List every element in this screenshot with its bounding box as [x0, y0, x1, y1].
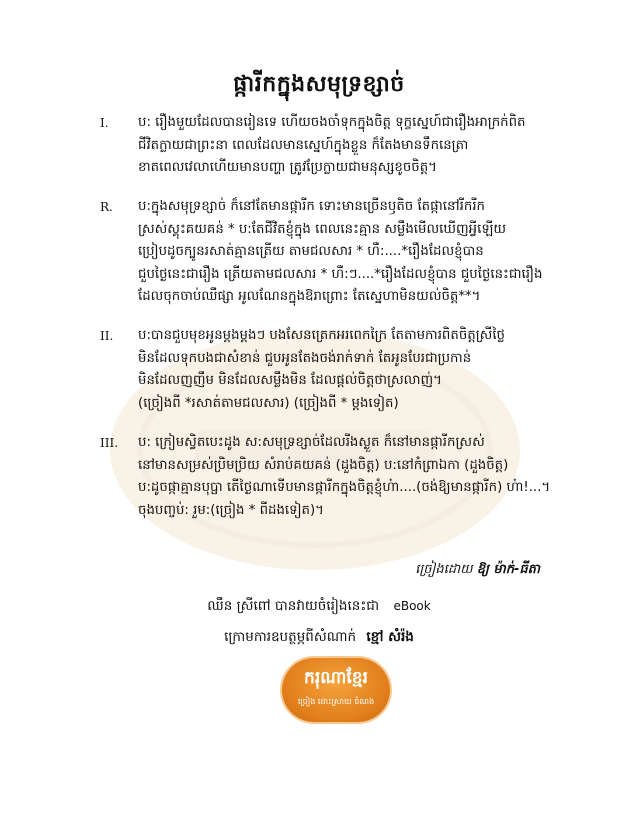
- verse-number: R.: [100, 200, 113, 214]
- logo-tagline: ច្រៀង ដោះស្រាយ ចំណង: [297, 697, 375, 706]
- singer-prefix: ច្រៀងដោយ: [415, 562, 473, 577]
- verse-line: មិនដែលទុកបងជាសំខាន់ ជួបអូនតែងចង់រាក់ទាក់ តែអូនបែរជាប្រកាន់: [138, 350, 472, 366]
- verse-line: ប: រឿងមួយដែលបានរៀនទេ ហើយចងចាំទុកក្នុងចិត្ត ទុក្ខស្នេហ៍ជារឿងអាក្រក់ពិត: [138, 115, 526, 130]
- verse-line: ចុងបញ្ចប់: រួម:(ច្រៀង * ពីដងទៀត)។: [138, 502, 324, 518]
- verse-line: ខាតពេលវេលាហើយមានបញ្ហា ត្រូវប្រែក្លាយជាមនុស្សខូចចិត្ត។: [138, 160, 437, 175]
- sponsor-prefix: ក្រោមការឧបត្ថម្ភពីសំណាក់: [224, 629, 357, 645]
- ebook-credit: [0, 597, 638, 617]
- verse-number: II.: [100, 329, 114, 343]
- verse-number: III.: [100, 436, 119, 450]
- sponsor-name: ខ្មៅ សំរ៉ង: [366, 629, 414, 645]
- verse-1: [100, 112, 550, 180]
- verse-line: ប:ដូចផ្កាគ្មានបុប្ផា តើថ្ងៃណាទើបមានផ្ការីកក្នុងចិត្តខ្ញុំហ៎ា....(ចង់ឱ្យមានផ្ការីក) ហ៎ា!...។: [138, 480, 550, 495]
- verse-line: ដែលចុកចាប់ឈឺផ្សា អូលណែនក្នុងឱរាព្រោះ តែស្នេហាមិនយល់ចិត្ត**។: [138, 289, 481, 304]
- verse-line: (ច្រៀងពី *រសាត់តាមជលសារ) (ច្រៀងពី * ម្តងទៀត): [138, 395, 399, 411]
- verse-line: ប:បានជួបមុខអូនម្តងម្តងៗ បងសែនត្រេកអរពេកក្រៃ តែតាមការពិតចិត្តស្រីថ្លៃ: [138, 328, 505, 343]
- ebook-text: ឈឹន ស្រីពៅ បានវាយចំរៀងនេះជា: [207, 598, 380, 614]
- sponsor-credit: [0, 628, 638, 648]
- logo-brand-text: ករុណាខ្មែរ: [304, 668, 368, 688]
- verse-line: ប: ក្រៀមស្វិតបេះដូង ស:សមុទ្រខ្សាច់ដែលរីងស្ងួត ក៏នៅមានផ្ការីកស្រស់: [138, 435, 485, 450]
- verse-line: ប្រៀបដូចក្បូនរសាត់គ្មានត្រើយ តាមជលសារ * ហឺ:....*រឿងដែលខ្ញុំបាន: [138, 244, 484, 259]
- verse-line: នៅមានសម្រស់ប្រិមប្រិយ សំរាប់គយគន់ (ដួងចិត្ត) ប:នៅកំព្រាឯកា (ដួងចិត្ត): [138, 457, 509, 473]
- verse-line: ស្រស់ស្គុះគយគន់ * ប:តែជីវិតខ្ញុំក្នុង ពេលនេះគ្មាន សម្លឹងមើលឃើញអ្វីឡើយ: [138, 221, 506, 237]
- verse-line: ប:ក្នុងសមុទ្រខ្សាច់ ក៏នៅតែមានផ្ការីក ទោះមានច្រើនឫតិច តែផ្កានៅរីករីក: [138, 199, 485, 214]
- verse-line: ជួបថ្ងៃនេះជារឿង ត្រើយតាមជលសារ * ហឺ:ៗ....*រឿងដែលខ្ញុំបាន ជួបថ្ងៃនេះជារឿង: [138, 266, 543, 282]
- verse-2: [100, 325, 550, 415]
- verse-line: មិនដែលញញឹម មិនដែលសម្លឹងមិន ដែលផ្តល់ចិត្តថាស្រលាញ់។: [138, 373, 442, 388]
- verse-line: ជីវិតក្លាយជាព្រះនា ពេលដែលមានស្នេហ៍ក្នុងខ្លួន ក៏តែងមានទឹកនេត្រា: [138, 137, 469, 153]
- singer-credit: [330, 561, 540, 580]
- refrain: [100, 196, 550, 309]
- ebook-label: eBook: [393, 599, 431, 613]
- verse-3: [100, 432, 550, 522]
- verse-number: I.: [100, 116, 109, 130]
- singer-name: ឱ្យ ម៉ាក់-ធីតា: [476, 562, 540, 577]
- song-title: ផ្ការីកក្នុងសមុទ្រខ្សាច់: [233, 72, 405, 97]
- brand-logo: [282, 658, 390, 722]
